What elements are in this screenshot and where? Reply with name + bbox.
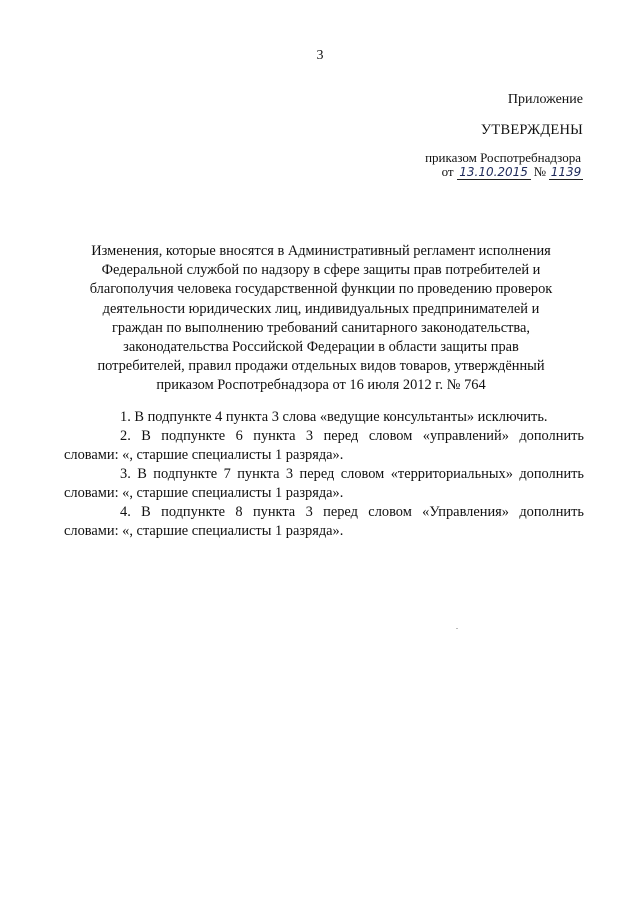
number-prefix: № [533,164,546,179]
heading-line: деятельности юридических лиц, индивидуальных предпринимателей и [102,300,540,317]
date-prefix: от [441,164,454,179]
amendment-text: 1. В подпунктe 4 пункта 3 слова «ведущие консультанты» исключить. [120,409,548,425]
heading-line: Изменения, которые вносятся в Административный регламент исполнения [91,243,551,259]
order-date-number [442,164,583,180]
heading-line: приказом Роспотребнадзора от 16 июля 2012 г. № 764 [156,377,486,394]
appendix-label: Приложение [507,92,583,107]
heading-line: граждан по выполнению требований санитарного законодательства, [111,319,531,336]
amendment-item [88,408,584,427]
heading-line: законодательства Российской Федерации в области защиты прав [123,339,519,356]
amendment-text-continued: словами: «, старшие специалисты 1 разряда». [64,485,344,501]
document-heading [60,242,582,396]
page-number: 3 [316,48,324,63]
amendment-item [64,427,584,465]
amendment-text-continued: словами: «, старшие специалисты 1 разряда». [64,523,344,539]
heading-line: потребителей, правил продажи отдельных видов товаров, утверждённый [97,358,545,375]
amendment-item [64,503,584,541]
heading-line: Федеральной службой по надзору в сфере защиты прав потребителей и [101,262,541,279]
order-authority: приказом Роспотребнадзора [425,150,581,165]
heading-line: благополучия человека государственной функции по проведению проверок [89,281,553,298]
scan-speck [456,628,458,629]
handwritten-number: 1139 [550,165,582,179]
handwritten-date: 13.10.2015 [457,165,531,180]
approved-label: УТВЕРЖДЕНЫ [480,122,583,138]
amendment-text: 2. В подпункте 6 пункта 3 перед словом «управлений» дополнить [120,428,584,444]
amendment-item [64,465,584,503]
amendment-list [64,408,584,541]
amendment-text: 3. В подпункте 7 пункта 3 перед словом «территориальных» дополнить [120,466,584,482]
amendment-text-continued: словами: «, старшие специалисты 1 разряда». [64,447,344,463]
amendment-text: 4. В подпункте 8 пункта 3 перед словом «Управления» дополнить [120,504,584,520]
